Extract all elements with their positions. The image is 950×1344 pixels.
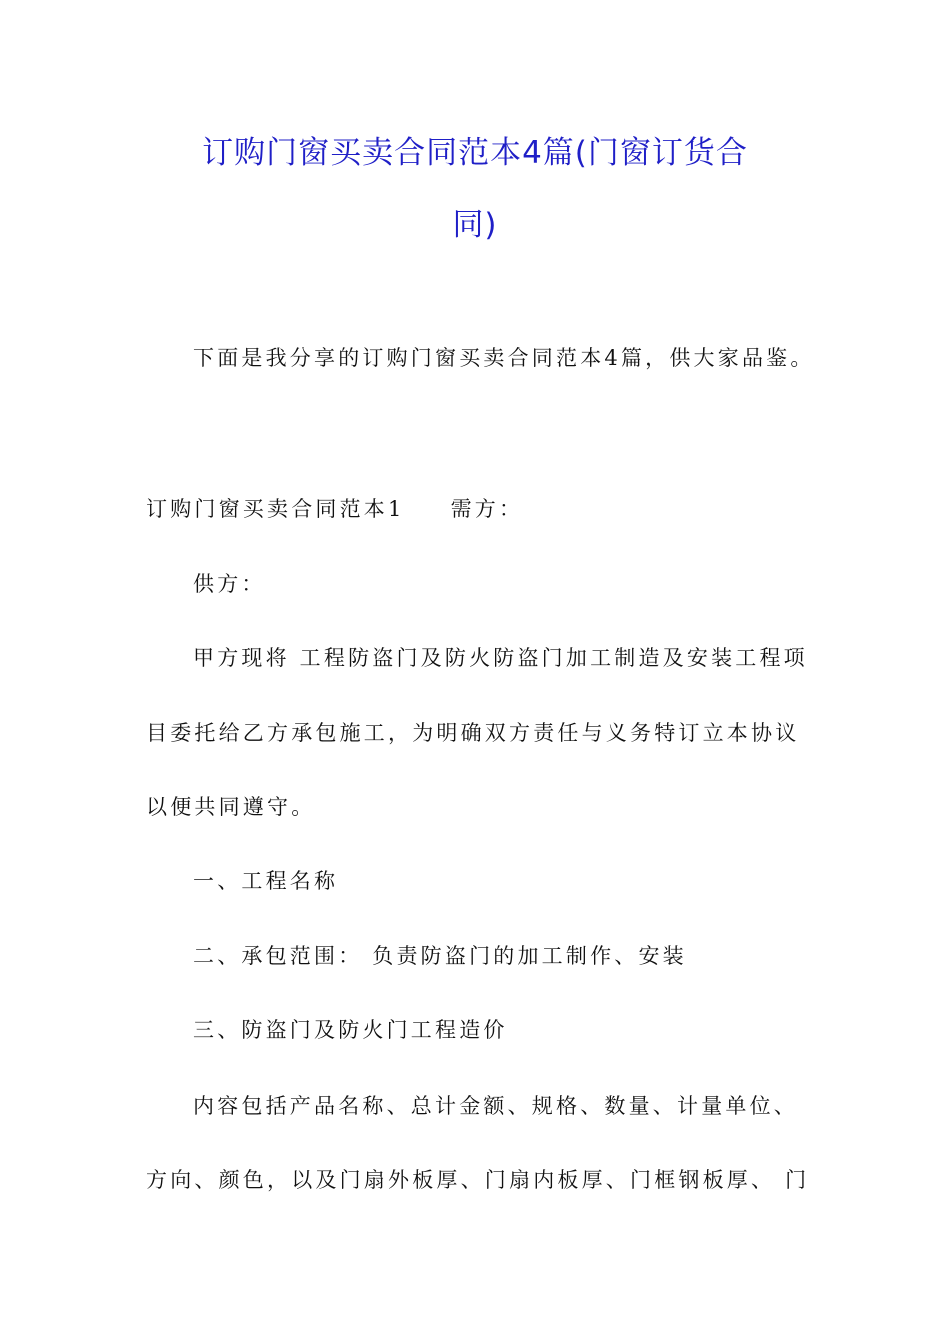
intro-paragraph: 下面是我分享的订购门窗买卖合同范本4篇，供大家品鉴。 bbox=[193, 346, 815, 370]
paragraph-1-line-2: 目委托给乙方承包施工，为明确双方责任与义务特订立本协议 bbox=[146, 721, 800, 745]
paragraph-2-line-2: 方向、颜色，以及门扇外板厚、门扇内板厚、门框钢板厚、 门 bbox=[146, 1168, 810, 1192]
supply-party-label: 供方： bbox=[193, 572, 266, 596]
item-3-project-cost: 三、防盗门及防火门工程造价 bbox=[193, 1018, 508, 1042]
document-title-line-2: 同) bbox=[452, 207, 498, 243]
item-1-project-name: 一、工程名称 bbox=[193, 869, 339, 893]
sample-heading-line bbox=[146, 494, 523, 524]
paragraph-1-line-1: 甲方现将 工程防盗门及防火防盗门加工制造及安装工程项 bbox=[193, 646, 808, 670]
demand-party-label: 需方： bbox=[450, 497, 524, 521]
sample-heading: 订购门窗买卖合同范本1 bbox=[146, 497, 405, 521]
paragraph-2-line-1: 内容包括产品名称、总计金额、规格、数量、计量单位、 bbox=[193, 1094, 798, 1118]
item-2-contract-scope: 二、承包范围： 负责防盗门的加工制作、安装 bbox=[193, 944, 687, 968]
document-title-line-1: 订购门窗买卖合同范本4篇(门窗订货合 bbox=[202, 135, 748, 171]
paragraph-1-line-3: 以便共同遵守。 bbox=[146, 795, 316, 819]
